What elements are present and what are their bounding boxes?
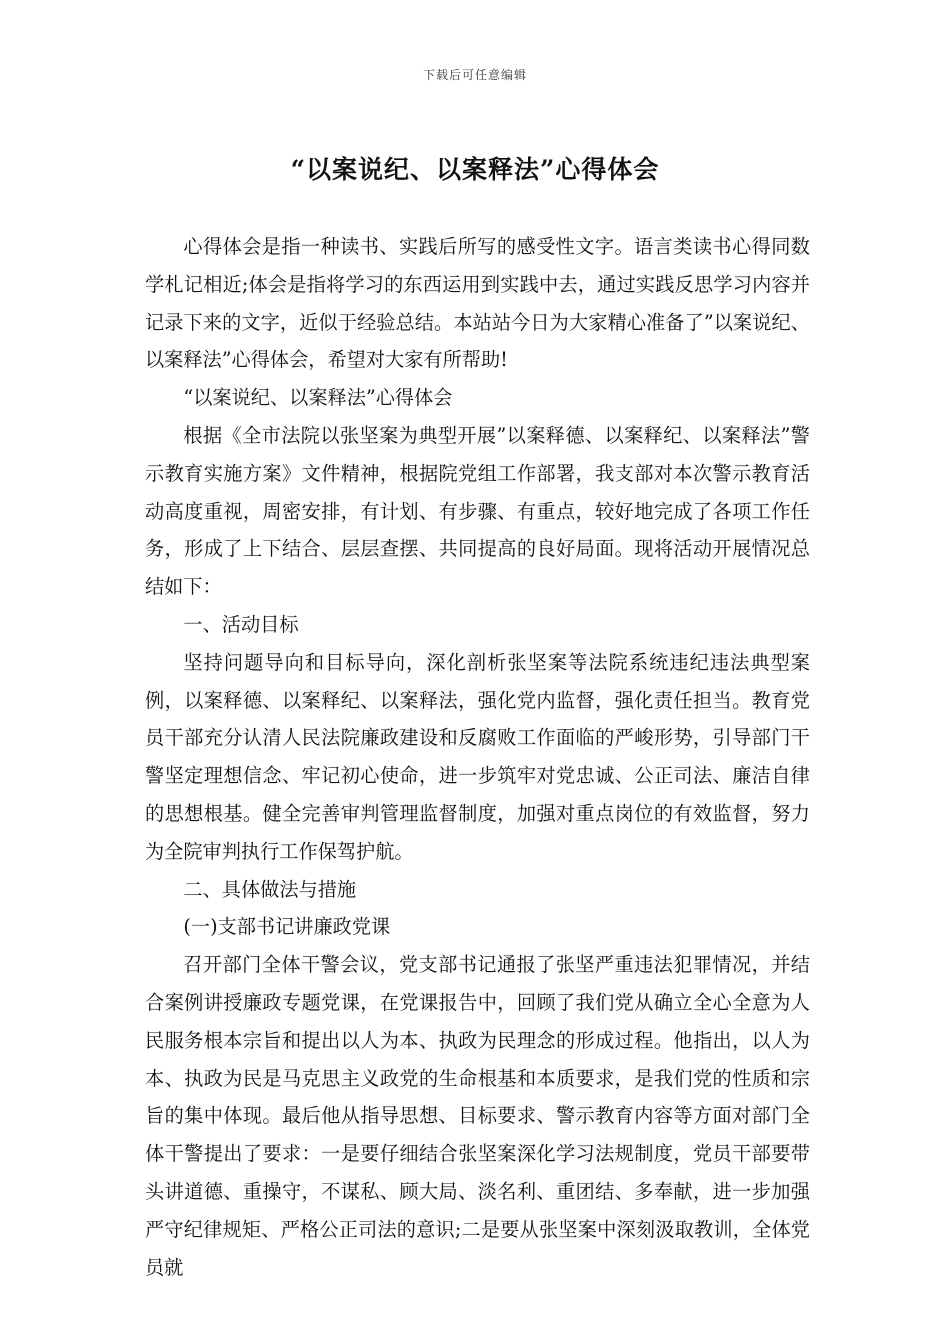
- document-body: [145, 228, 810, 1286]
- paragraph-basis: 根据《全市法院以张坚案为典型开展”以案释德、以案释纪、以案释法”警示教育实施方案》文件精神，根据院党组工作部署，我支部对本次警示教育活动高度重视，周密安排，有计划、有步骤、有重点，较好地完成了各项工作任务，形成了上下结合、层层查摆、共同提高的良好局面。现将活动开展情况总结如下：: [145, 423, 810, 599]
- paragraph-lecture: 召开部门全体干警会议，党支部书记通报了张坚严重违法犯罪情况，并结合案例讲授廉政专题党课，在党课报告中，回顾了我们党从确立全心全意为人民服务根本宗旨和提出以人为本、执政为民理念的形成过程。他指出，以人为本、执政为民是马克思主义政党的生命根基和本质要求，是我们党的性质和宗旨的集中体现。最后他从指导思想、目标要求、警示教育内容等方面对部门全体干警提出了要求：一是要仔细结合张坚案深化学习法规制度，党员干部要带头讲道德、重操守，不谋私、顾大局、淡名利、重团结、多奉献，进一步加强严守纪律规矩、严格公正司法的意识;二是要从张坚案中深刻汲取教训，全体党员就: [145, 953, 810, 1279]
- subsection-heading-lecture: (一)支部书记讲廉政党课: [183, 915, 391, 939]
- header-note: 下载后可任意编辑: [422, 68, 527, 82]
- section-heading-measures: 二、具体做法与措施: [183, 877, 357, 901]
- paragraph-goals: 坚持问题导向和目标导向，深化剖析张坚案等法院系统违纪违法典型案例，以案释德、以案释纪、以案释法，强化党内监督，强化责任担当。教育党员干部充分认清人民法院廉政建设和反腐败工作面临的严峻形势，引导部门干警坚定理想信念、牢记初心使命，进一步筑牢对党忠诚、公正司法、廉洁自律的思想根基。健全完善审判管理监督制度，加强对重点岗位的有效监督，努力为全院审判执行工作保驾护航。: [145, 650, 810, 863]
- document-title: “以案说纪、以案释法”心得体会: [290, 155, 660, 184]
- paragraph-subtitle: “以案说纪、以案释法”心得体会: [183, 386, 453, 410]
- paragraph-intro: 心得体会是指一种读书、实践后所写的感受性文字。语言类读书心得同数学札记相近;体会是指将学习的东西运用到实践中去，通过实践反思学习内容并记录下来的文字，近似于经验总结。本站站今日为大家精心准备了”以案说纪、以案释法”心得体会，希望对大家有所帮助!: [145, 235, 810, 372]
- section-heading-goals: 一、活动目标: [183, 612, 299, 636]
